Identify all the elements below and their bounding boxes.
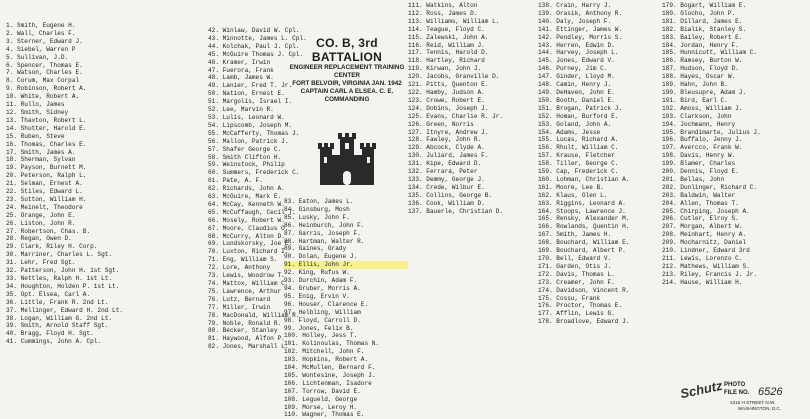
roster-entry: 118. Hartley, Richard — [408, 57, 485, 65]
roster-entry: 134. Crede, Wilbur E. — [408, 183, 485, 191]
roster-entry: 119. Kirwan, John J. — [408, 65, 482, 73]
roster-entry: 86. Heinburch, John F. — [284, 221, 365, 229]
roster-entry: 206. Cutler, Elroy S. — [662, 215, 739, 223]
roster-entry: 149. DeHaven, John E. — [538, 88, 615, 96]
roster-entry: 50. Nation, Ernest E. — [208, 90, 285, 98]
roster-entry: 73. Lewis, Woodrow T. — [208, 272, 285, 280]
roster-entry: 52. Lee, Marvin R. — [208, 106, 274, 114]
roster-entry: 150. Booth, Daniel E. — [538, 96, 615, 104]
roster-entry: 198. Davis, Henry W. — [662, 152, 736, 160]
roster-entry: 173. Creamer, John F. — [538, 278, 615, 286]
roster-entry: 87. Garris, Joseph F. — [284, 229, 361, 237]
roster-entry: 11. Rullo, James — [6, 101, 65, 109]
roster-entry: 204. Allen, Thomas T. — [662, 199, 739, 207]
roster-entry: 122. Hamby, Judson A. — [408, 88, 485, 96]
roster-entry: 132. Ferrara, Peter — [408, 168, 478, 176]
roster-entry: 165. Rensky, Alexander M. — [538, 215, 630, 223]
roster-entry: 92. King, Rufus W. — [284, 269, 350, 277]
roster-entry: 214. Hause, William H. — [662, 278, 743, 286]
stamp-city: WASHINGTON, D.C. — [738, 406, 782, 411]
roster-entry: 156. Rhult, William C. — [538, 144, 619, 152]
roster-entry: 207. Morgan, Albert W. — [662, 223, 743, 231]
roster-entry: 193. Clarkson, John — [662, 112, 732, 120]
roster-entry: 103. Hopkins, Robert A. — [284, 356, 369, 364]
center-name: ENGINEER REPLACEMENT TRAINING CENTER — [289, 64, 405, 79]
roster-entry: 182. Bialik, Stanley S. — [662, 25, 747, 33]
roster-column-1 — [6, 22, 206, 346]
roster-entry: 186. Ramsey, Burton W. — [662, 57, 743, 65]
roster-entry: 82. Jones, Marshall L. — [208, 343, 289, 351]
roster-entry: 143. Herren, Edwin D. — [538, 41, 615, 49]
roster-entry: 2. Wall, Charles F. — [6, 29, 76, 37]
roster-entry: 97. Helbling, William — [284, 308, 361, 316]
roster-entry: 93. Durchin, Adam F. — [284, 277, 358, 285]
roster-entry: 37. Mellinger, Edward H. 2nd Lt. — [6, 306, 124, 314]
roster-entry: 175. Cossu, Frank — [538, 294, 601, 302]
roster-column-6 — [662, 2, 806, 287]
roster-entry: 105. Wontesine, Joseph J. — [284, 371, 376, 379]
roster-entry: 49. Lanier, Fred T. Jr. — [208, 82, 293, 90]
roster-entry: 199. Blamer, Charles — [662, 160, 736, 168]
roster-entry: 63. McGuire, Mark E. — [208, 193, 282, 201]
roster-entry: 163. Riggins, Leonard A. — [538, 199, 626, 207]
roster-entry: 177. Afflin, Lewis G. — [538, 310, 615, 318]
roster-entry: 158. Tiller, George C. — [538, 160, 619, 168]
roster-entry: 8. Corum, Max Corpal — [6, 77, 80, 85]
roster-entry: 61. Pate, A. F. — [208, 177, 263, 185]
roster-entry: 78. MacDonald, William R. — [208, 311, 300, 319]
roster-entry: 176. Proctor, Thomas E. — [538, 302, 623, 310]
roster-entry: 164. Stoops, Lawrence J. — [538, 207, 626, 215]
roster-entry: 101. Kolinoulas, Thomas N. — [284, 340, 380, 348]
roster-entry: 4. Siebel, Warren P — [6, 45, 76, 53]
roster-entry: 174. Davidson, Vincent R. — [538, 286, 630, 294]
roster-entry: 137. Bauerle, Christian D. — [408, 207, 504, 215]
stamp-address: 1315 H STREET N.W. — [730, 400, 776, 405]
roster-entry: 89. Gaines, Grady — [284, 245, 347, 253]
roster-entry: 136. Cook, William D. — [408, 199, 485, 207]
roster-entry: 127. Itnyre, Andrew J. — [408, 128, 489, 136]
roster-entry: 27. Robertson, Chas. B. — [6, 227, 91, 235]
roster-entry: 209. Mocharnitz, Daniel — [662, 239, 747, 247]
roster-entry: 26. Liston, John R. — [6, 219, 76, 227]
roster-entry: 146. Purney, Jim C. — [538, 65, 608, 73]
roster-entry: 116. Reid, William J. — [408, 41, 485, 49]
roster-entry: 10. White, Robert A. — [6, 93, 80, 101]
roster-entry: 147. Ginder, Lloyd M. — [538, 73, 615, 81]
roster-entry: 171. Garden, Otis J. — [538, 262, 612, 270]
roster-entry: 67. Moore, Claudius O. — [208, 224, 289, 232]
roster-entry: 160. Lohman, Christian A. — [538, 175, 630, 183]
roster-entry: 157. Krause, Fletcher — [538, 152, 615, 160]
roster-entry: 28. Regan, Owen D. — [6, 235, 72, 243]
roster-entry: 133. Demmy, George J. — [408, 175, 485, 183]
roster-entry: 197. Avercco, Frank W. — [662, 144, 743, 152]
roster-entry: 56. Mallon, Patrick J. — [208, 137, 289, 145]
roster-entry: 142. Pendley, Morris S. — [538, 33, 623, 41]
roster-entry: 190. Bleusupre, Adam J. — [662, 88, 747, 96]
roster-entry: 74. Mattox, William C. — [208, 280, 289, 287]
roster-entry: 169. Bouchard, Albert P. — [538, 247, 626, 255]
roster-entry: 109. Morse, Leroy H. — [284, 403, 358, 411]
roster-entry: 195. Brandimarte, Julius J. — [662, 128, 761, 136]
roster-entry: 17. Smith, James A. — [6, 148, 76, 156]
roster-entry: 32. Patterson, John H. 1st Sgt. — [6, 267, 120, 275]
roster-entry: 53. Lulis, Leonard W. — [208, 113, 285, 121]
roster-entry: 45. McGuire Thomas J. Cpl. — [208, 50, 304, 58]
roster-entry: 88. Hartman, Walter R. — [284, 237, 365, 245]
roster-entry: 57. Shafer George C. — [208, 145, 282, 153]
roster-entry: 126. Green, Norris — [408, 120, 474, 128]
roster-entry: 29. Clark, Riley H. Corp. — [6, 243, 98, 251]
roster-entry: 69. Lundskorsky, Joe E. — [208, 240, 293, 248]
roster-entry: 96. Houser, Clarence E. — [284, 300, 369, 308]
roster-entry: 75. Lawrence, Arthur — [208, 287, 282, 295]
roster-entry: 194. Jochmann, Henry — [662, 120, 736, 128]
roster-entry: 85. Lusky, John F. — [284, 213, 350, 221]
roster-entry: 167. Smith, James H. — [538, 231, 612, 239]
roster-entry: 38. Logan, William G. 2nd Lt. — [6, 314, 113, 322]
roster-entry: 145. Jones, Edward V. — [538, 57, 615, 65]
roster-entry: 59. Weinstock, Philip — [208, 161, 285, 169]
roster-entry: 172. Davis, Thomas L. — [538, 270, 615, 278]
commander: CAPTAIN CARL A ELSEA. C. E. COMMANDING — [300, 88, 394, 103]
roster-entry: 104. McMullen, Bernard F. — [284, 364, 376, 372]
roster-entry: 187. Hudson, Floyd D. — [662, 65, 739, 73]
roster-entry: 130. Juliard, James F. — [408, 152, 489, 160]
roster-entry: 183. Bailey, Robert E. — [662, 33, 743, 41]
roster-entry: 6. Spencer, Thomas E. — [6, 61, 83, 69]
roster-entry: 213. Riley, Francis J. Jr. — [662, 270, 758, 278]
roster-entry: 23. Sutton, William H. — [6, 195, 87, 203]
roster-entry: 211. Lewis, Lorenzo C. — [662, 255, 743, 262]
roster-entry: 9. Robinson, Robert A. — [6, 85, 87, 93]
roster-entry: 185. Hunnicutt, William C. — [662, 49, 758, 57]
roster-entry: 106. Lichtenman, Isadore — [284, 379, 372, 387]
roster-entry: 123. Crowe, Robert E. — [408, 96, 485, 104]
roster-entry: 18. Sherman, Sylvan — [6, 156, 76, 164]
roster-entry: 178. Broadlove, Edward J. — [538, 318, 630, 326]
roster-entry: 62. Richards, John A. — [208, 185, 285, 193]
roster-entry: 128. Fawley, John R. — [408, 136, 482, 144]
studio-logo: Schutz — [678, 377, 724, 402]
roster-entry: 34. Houghton, Holden P. 1st Lt. — [6, 282, 120, 290]
roster-entry: 111. Watkins, Alton — [408, 2, 478, 9]
roster-entry: 60. Summers, Frederick C. — [208, 169, 300, 177]
roster-entry: 184. Jordan, Henry F. — [662, 41, 739, 49]
roster-entry: 1. Smith, Eugene H. — [6, 22, 76, 29]
roster-entry: 15. Ruben, Steve — [6, 132, 65, 140]
roster-entry: 13. Thaxton, Robert L. — [6, 116, 87, 124]
roster-entry: 41. Cummings, John A. Cpl. — [6, 338, 102, 346]
roster-entry: 201. Bellas, John — [662, 175, 725, 183]
roster-column-5 — [538, 2, 658, 326]
stamp-file-label: FILE NO. — [724, 390, 750, 396]
roster-entry: 31. Lehr, Fred Sgt. — [6, 259, 76, 267]
roster-entry: 138. Crain, Harry J. — [538, 2, 612, 9]
roster-entry: 189. Hahn, John B. — [662, 81, 728, 89]
roster-entry: 68. McCurry, Alton D. — [208, 232, 285, 240]
roster-entry: 7. Watson, Charles E. — [6, 69, 83, 77]
roster-entry: 24. Meinelt, Theodore — [6, 203, 83, 211]
roster-entry: 90. Dolan, Eugene J. — [284, 253, 358, 261]
roster-entry: 144. Harvey, Joseph L. — [538, 49, 619, 57]
roster-entry: 120. Jacobs, Granville D. — [408, 73, 500, 81]
roster-entry: 100. Holley, Jess T. — [284, 332, 358, 340]
roster-entry: 51. Margolis, Israel I. — [208, 98, 293, 106]
roster-entry: 98. Floyd, Carroll D. — [284, 316, 361, 324]
roster-entry: 40. Bragg, Floyd H. Sgt. — [6, 330, 94, 338]
roster-entry: 94. Gruber, Morris A. — [284, 284, 361, 292]
roster-entry: 25. Orange, John E. — [6, 211, 76, 219]
stamp-file-number: 6526 — [758, 386, 783, 398]
roster-entry: 79. Noble, Ronald R. — [208, 319, 282, 327]
roster-entry: 71. Eng, William S. — [208, 256, 278, 264]
roster-entry: 117. Tennis, Harold D. — [408, 49, 489, 57]
roster-column-3 — [284, 198, 408, 419]
roster-entry: 20. Peterson, Ralph L. — [6, 172, 87, 180]
roster-entry: 91. Ellis, John Jr. — [284, 261, 408, 269]
roster-entry: 65. McCuffaugh, Cecil T. — [208, 208, 296, 216]
roster-entry: 64. McCay, Kenneth W. — [208, 200, 285, 208]
roster-entry: 19. Payson, Burnett M. — [6, 164, 87, 172]
roster-entry: 80. Becker, Stanley — [208, 327, 278, 335]
roster-entry: 148. Camin, Henry J. — [538, 81, 612, 89]
roster-entry: 203. Baldwin, Walter — [662, 191, 736, 199]
roster-entry: 124. Dobins, Joseph J. — [408, 104, 489, 112]
stamp-photo-label: PHOTO — [724, 382, 746, 388]
roster-entry: 5. Sullivan, J.D. — [6, 53, 69, 61]
roster-entry: 102. Mitchell, John F. — [284, 348, 365, 356]
roster-entry: 12. Smith, Sidney — [6, 108, 69, 116]
roster-entry: 155. Lucas, Richard A. — [538, 136, 619, 144]
roster-entry: 99. Jones, Felix B. — [284, 324, 354, 332]
roster-entry: 121. Pitts, Quenton E. — [408, 81, 489, 89]
roster-entry: 16. Thomas, Charles E. — [6, 140, 87, 148]
roster-entry: 135. Collins, George B. — [408, 191, 493, 199]
roster-entry: 212. Mathews, William S. — [662, 262, 750, 270]
roster-entry: 192. Amoss, William J. — [662, 104, 743, 112]
roster-entry: 196. Buffalo, Jenny J. — [662, 136, 743, 144]
roster-entry: 140. Daly, Joseph F. — [538, 17, 612, 25]
roster-entry: 35. Opt. Elsea, Carl A. — [6, 290, 91, 298]
roster-entry: 166. Rowlands, Quentin H. — [538, 223, 630, 231]
roster-entry: 47. Fuerora, Frank — [208, 66, 274, 74]
roster-entry: 83. Eaton, James L. — [284, 198, 354, 205]
roster-entry: 141. Ettinger, James W. — [538, 25, 623, 33]
roster-entry: 58. Smith Clifton H. — [208, 153, 282, 161]
roster-entry: 208. Meinhart, Henry A. — [662, 231, 747, 239]
company-title: CO. B, 3rd BATTALION — [311, 36, 383, 64]
roster-entry: 114. Teague, Floyd C. — [408, 25, 485, 33]
location-date: FORT BELVOIR, VIRGINIA JAN. 1942 — [292, 80, 402, 87]
roster-column-4 — [408, 2, 528, 215]
roster-entry: 112. Ross, James D. — [408, 9, 478, 17]
roster-entry: 152. Homan, Burford E. — [538, 112, 619, 120]
roster-entry: 180. Glocho, John P. — [662, 9, 736, 17]
roster-entry: 139. Orasik, Anthony R. — [538, 9, 623, 17]
roster-entry: 153. Goland, John A. — [538, 120, 612, 128]
roster-entry: 77. Miller, Irwin — [208, 303, 271, 311]
roster-entry: 131. Kipe, Edward D. — [408, 160, 482, 168]
roster-entry: 76. Lutz, Bernard — [208, 295, 271, 303]
roster-entry: 162. Klaus, Glen L. — [538, 191, 608, 199]
studio-stamp — [678, 377, 806, 412]
roster-entry: 108. Legueld, George — [284, 395, 358, 403]
roster-entry: 115. Zalewski, John A. — [408, 33, 489, 41]
roster-entry: 39. Smith, Arnold Staff Sgt. — [6, 322, 109, 330]
roster-entry: 48. Lamb, James W. — [208, 74, 274, 82]
roster-entry: 202. Dunlinger, Richard C. — [662, 183, 758, 191]
roster-entry: 179. Bogart, William E. — [662, 2, 747, 9]
roster-entry: 42. Winlaw, David W. Cpl. — [208, 27, 300, 34]
roster-entry: 14. Shutter, Harold E. — [6, 124, 87, 132]
roster-entry: 66. Mosely, Robert W. — [208, 216, 285, 224]
roster-entry: 72. Lore, Anthony — [208, 264, 271, 272]
roster-entry: 3. Sterner, Edward J. — [6, 37, 83, 45]
roster-entry: 200. Dennis, Floyd E. — [662, 168, 739, 176]
roster-entry: 191. Bird, Earl C. — [662, 96, 728, 104]
roster-entry: 81. Haywood, Alfon P. — [208, 335, 285, 343]
roster-entry: 70. Luxton, Richard I. — [208, 248, 289, 256]
roster-entry: 170. Bell, Edward V. — [538, 255, 612, 262]
roster-entry: 33. Nettles, Ralph H. 1st Lt. — [6, 275, 113, 282]
roster-entry: 43. Minnotte, James L. Cpl. — [208, 34, 307, 42]
roster-entry: 22. Stiles, Edward L. — [6, 188, 83, 196]
roster-entry: 30. Marriner, Charles L. Sgt. — [6, 251, 113, 259]
roster-entry: 110. Wagner, Thomas E. — [284, 411, 365, 419]
roster-entry: 210. Lindner, Edward 3rd — [662, 247, 750, 255]
roster-entry: 95. Enig, Ervin V. — [284, 292, 350, 300]
roster-entry: 151. Brogan, Patrick J. — [538, 104, 623, 112]
roster-entry: 46. Kramer, Irwin — [208, 58, 271, 66]
roster-entry: 125. Evans, Charlie R. Jr. — [408, 112, 504, 120]
roster-entry: 161. Moore, Lee B. — [538, 183, 604, 191]
roster-entry: 181. Dillard, James E. — [662, 17, 743, 25]
roster-entry: 44. Kolchak, Paul J. Cpl. — [208, 42, 300, 50]
roster-entry: 36. Little, Frank R. 2nd Lt. — [6, 298, 109, 306]
roster-entry: 168. Bouchard, William E. — [538, 239, 630, 247]
roster-entry: 107. Torrow, David E. — [284, 387, 361, 395]
roster-entry: 129. Abcock, Clyde A. — [408, 144, 485, 152]
roster-entry: 154. Adams, Jesse — [538, 128, 601, 136]
roster-entry: 188. Hayes, Oscar W. — [662, 73, 736, 81]
roster-entry: 84. Ginsburg, Mosh — [284, 205, 350, 213]
roster-entry: 113. Williams, William L. — [408, 17, 500, 25]
roster-entry: 54. Lipscomb, Joseph M. — [208, 121, 293, 129]
roster-entry: 159. Cap, Frederick C. — [538, 168, 619, 176]
roster-entry: 205. Chirping, Joseph A. — [662, 207, 750, 215]
roster-entry: 55. McCafferty, Thomas J. — [208, 129, 300, 137]
roster-entry: 21. Selman, Ernest A. — [6, 180, 83, 188]
